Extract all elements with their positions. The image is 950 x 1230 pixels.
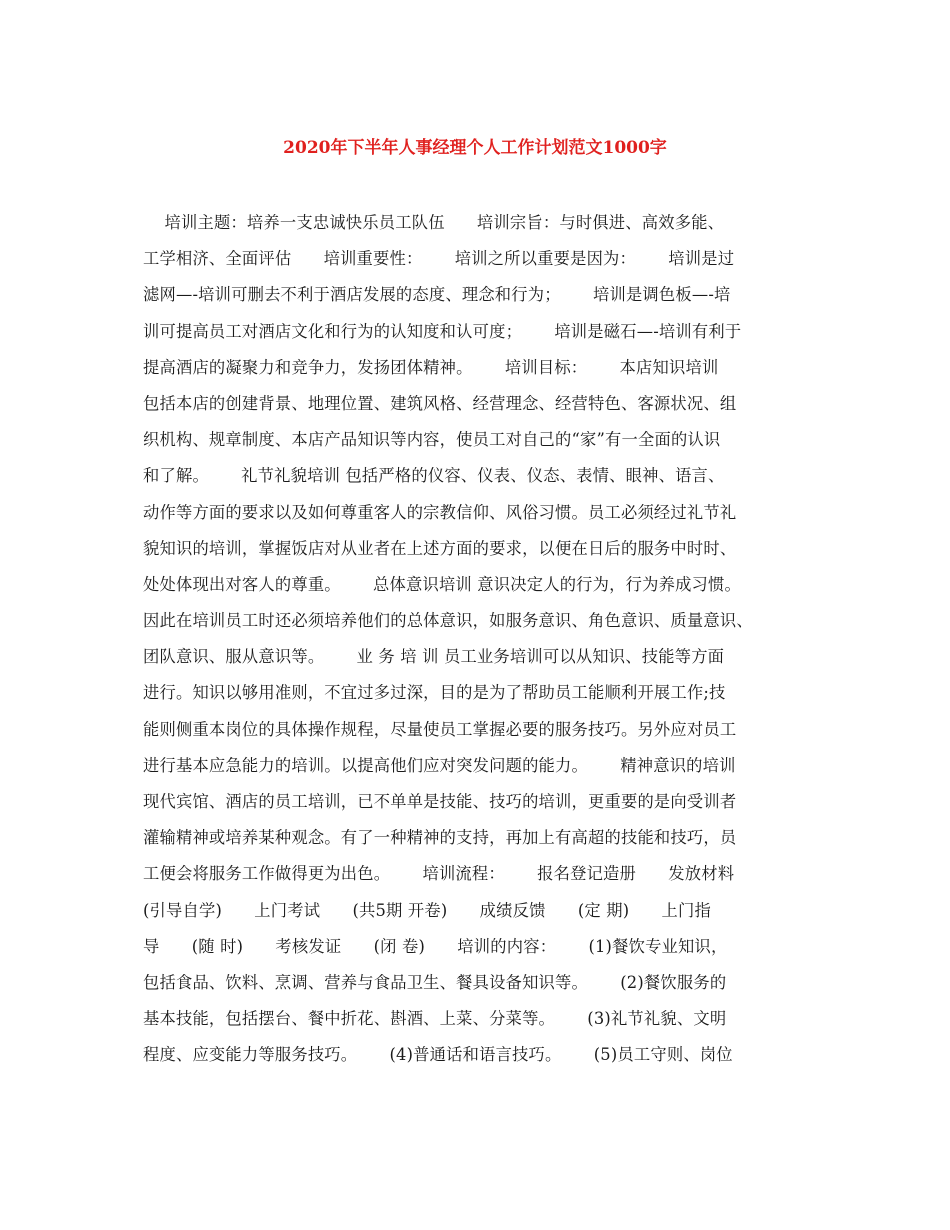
body-line: 动作等方面的要求以及如何尊重客人的宗教信仰、风俗习惯。员工必须经过礼节礼 xyxy=(143,502,737,522)
body-line: 进行基本应急能力的培训。以提高他们应对突发问题的能力。 精神意识的培训 xyxy=(143,755,736,775)
body-line: 基本技能，包括摆台、餐中折花、斟酒、上菜、分菜等。 (3)礼节礼貌、文明 xyxy=(143,1009,727,1029)
body-line: 因此在培训员工时还必须培养他们的总体意识，如服务意识、角色意识、质量意识、 xyxy=(143,611,753,631)
body-line: 貌知识的培训，掌握饭店对从业者在上述方面的要求，以便在日后的服务中时时、 xyxy=(143,538,737,558)
body-line: 织机构、规章制度、本店产品知识等内容，使员工对自己的“家”有一全面的认识 xyxy=(143,430,721,450)
document-title: 2020年下半年人事经理个人工作计划范文1000字 xyxy=(283,138,667,158)
body-line: 提高酒店的凝聚力和竞争力，发扬团体精神。 培训目标： 本店知识培训 xyxy=(143,357,719,377)
body-line: 处处体现出对客人的尊重。 总体意识培训 意识决定人的行为，行为养成习惯。 xyxy=(143,574,741,594)
body-line: 工学相济、全面评估 培训重要性： 培训之所以重要是因为： 培训是过 xyxy=(143,249,735,269)
body-line: 灌输精神或培养某种观念。有了一种精神的支持，再加上有高超的技能和技巧，员 xyxy=(143,828,737,848)
body-line: 工便会将服务工作做得更为出色。 培训流程： 报名登记造册 发放材料 xyxy=(143,864,735,884)
body-line: 培训主题：培养一支忠诚快乐员工队伍 培训宗旨：与时俱进、高效多能、 xyxy=(143,213,725,232)
body-line: 滤网—-培训可删去不利于酒店发展的态度、理念和行为； 培训是调色板—-培 xyxy=(143,285,731,305)
body-line: 团队意识、服从意识等。 业 务 培 训 员工业务培训可以从知识、技能等方面 xyxy=(143,647,725,667)
body-line: 包括本店的创建背景、地理位置、建筑风格、经营理念、经营特色、客源状况、组 xyxy=(143,393,737,413)
body-line: (引导自学) 上门考试 (共5期 开卷) 成绩反馈 (定 期) 上门指 xyxy=(143,900,711,920)
body-line: 和了解。 礼节礼貌培训 包括严格的仪容、仪表、仪态、表情、眼神、语言、 xyxy=(143,466,725,486)
body-line: 现代宾馆、酒店的员工培训，已不单单是技能、技巧的培训，更重要的是向受训者 xyxy=(143,792,737,811)
body-line: 程度、应变能力等服务技巧。 (4)普通话和语言技巧。 (5)员工守则、岗位 xyxy=(143,1045,733,1065)
body-line: 包括食品、饮料、烹调、营养与食品卫生、餐具设备知识等。 (2)餐饮服务的 xyxy=(143,972,727,992)
body-line: 能则侧重本岗位的具体操作规程，尽量使员工掌握必要的服务技巧。另外应对员工 xyxy=(143,719,737,739)
document-body xyxy=(143,205,843,1074)
body-line: 训可提高员工对酒店文化和行为的认知度和认可度； 培训是磁石—-培训有利于 xyxy=(143,321,742,341)
body-line: 进行。知识以够用准则，不宜过多过深，目的是为了帮助员工能顺利开展工作;技 xyxy=(143,683,726,703)
body-line: 导 (随 时) 考核发证 (闭 卷) 培训的内容： (1)餐饮专业知识， xyxy=(143,936,728,956)
